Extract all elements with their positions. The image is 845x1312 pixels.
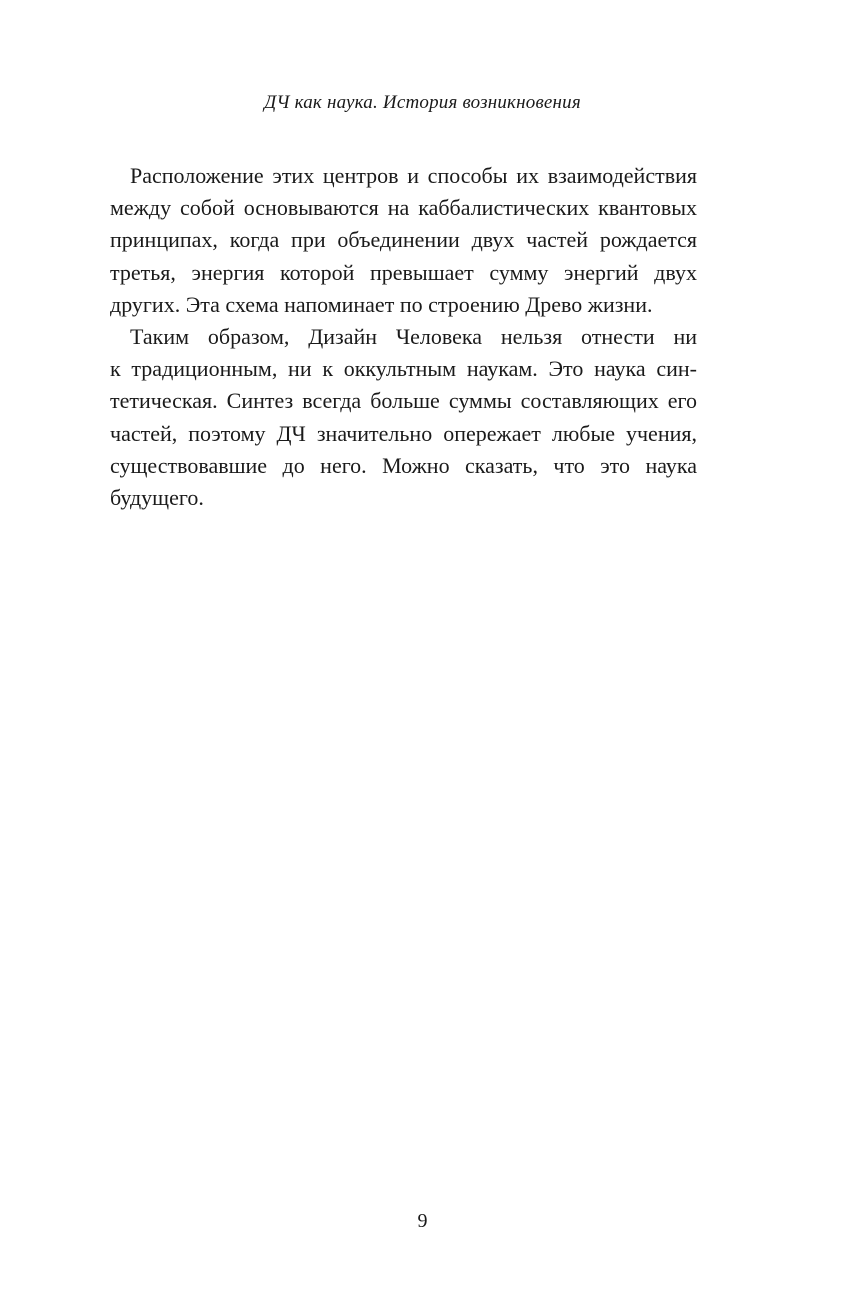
paragraph-2 bbox=[110, 321, 697, 514]
text-line: между собой основываются на каббалистических квантовых bbox=[110, 195, 697, 221]
text-line: третья, энергия которой превышает сумму энергий двух bbox=[110, 259, 697, 285]
text-line: принципах, когда при объединении двух частей рождается bbox=[110, 227, 697, 253]
body-text bbox=[110, 160, 697, 514]
text-line: существовавшие до него. Можно сказать, что это наука bbox=[110, 452, 697, 478]
text-line: тетическая. Синтез всегда больше суммы составляющих его bbox=[110, 388, 697, 414]
text-line: частей, поэтому ДЧ значительно опережает любые учения, bbox=[110, 420, 697, 446]
text-line: Таким образом, Дизайн Человека нельзя отнести ни bbox=[130, 323, 697, 349]
text-line: Расположение этих центров и способы их взаимодействия bbox=[130, 163, 697, 188]
text-line: будущего. bbox=[110, 484, 204, 510]
running-header: ДЧ как наука. История возникновения bbox=[264, 92, 581, 113]
paragraph-1 bbox=[110, 160, 697, 321]
text-line: других. Эта схема напоминает по строению Древо жизни. bbox=[110, 291, 653, 317]
text-line: к традиционным, ни к оккультным наукам. Это наука син- bbox=[110, 356, 697, 382]
page-number: 9 bbox=[417, 1210, 428, 1232]
